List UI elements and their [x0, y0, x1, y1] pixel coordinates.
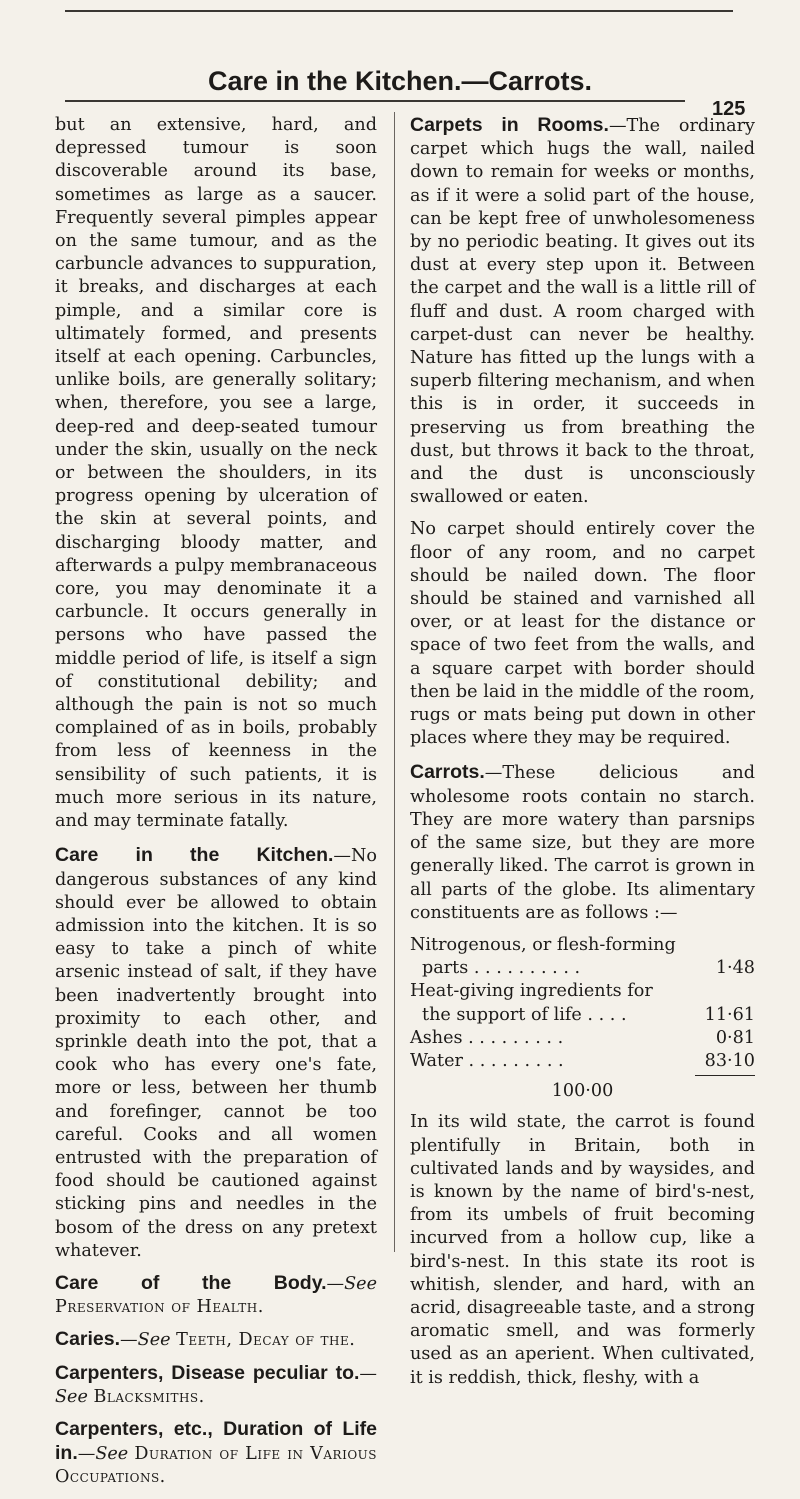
header-rule [65, 100, 685, 102]
entry-dash: — [77, 1444, 96, 1465]
carrots-paragraph-2: In its wild state, the carrot is found plentifully in Britain, both in cultivated lands and by waysides, and is known by the name of bird's-nest, from its umbels of fruit becoming incurved from a hollow cup, like a bird's-nest. In this state its root is whitish, slender, and hard, with an acrid, disagreeable taste, and a strong aromatic smell, and was formerly used as an aperient. When cultivated, it is reddish, thick, fleshy, with a [410, 1112, 755, 1388]
entry-text: —The ordinary carpet which hugs the wall, nailed down to remain for weeks or months, as if it were a solid part of the house, can be kept free of unwholesomeness by no periodic beating. It gives out its dust at every step upon it. Between the carpet and the wall is a little rill of fluff and dust. A room charged with carpet-dust can never be healthy. Nature has fitted up the lungs with a superb filtering mechanism, and when this is in order, it succeeds in preserving us from breathing the dust, but throws it back to the throat, and the dust is unconsciously swallowed or eaten. [410, 116, 755, 508]
cross-reference: Teeth, Decay of the. [176, 1330, 356, 1351]
row-label: Nitrogenous, or flesh-forming [410, 934, 676, 955]
entry-dash: — [326, 1273, 345, 1294]
row-label: Water . . . . . . . . . [410, 1050, 564, 1071]
entry-text: —These delicious and wholesome roots contain no starch. They are more watery than parsnips of the same size, but they are more generally liked. The carrot is grown in all parts of the globe. Its alimentary constituents are as follows :— [410, 763, 755, 923]
entry-heading: Caries. [55, 1328, 121, 1351]
entry-care-in-the-kitchen [55, 844, 377, 1263]
entry-heading: Carpenters, Disease peculiar to. [55, 1361, 360, 1384]
table-row [410, 1050, 755, 1073]
row-label: Ashes . . . . . . . . . [410, 1027, 564, 1048]
carbuncle-paragraph: but an extensive, hard, and depressed tumour is soon discoverable around its base, sometimes as large as a saucer. Frequently several pimples appear on the same tumour, and as the carbuncle advances to suppuration, it breaks, and discharges at each pimple, and a similar core is ultimately formed, and presents itself at each opening. Carbuncles, unlike boils, are generally solitary; when, therefore, you see a large, deep-red and deep-seated tumour under the skin, usually on the neck or between the shoulders, in its progress opening by ulceration of the skin at several points, and discharging bloody matter, and afterwards a pulpy membranaceous core, you may denominate it a carbuncle. It occurs generally in persons who have passed the middle period of life, is itself a sign of constitutional debility; and although the pain is not so much complained of as in boils, probably from less of keenness in the sensibility of such patients, it is much more serious in its nature, and may terminate fatally. [55, 115, 377, 832]
row-label-continued: parts . . . . . . . . . . [422, 958, 581, 979]
page-number: 125 [712, 98, 746, 120]
entry-carpets-in-rooms [410, 114, 755, 509]
column-divider [394, 112, 395, 1252]
running-title: Care in the Kitchen.—Carrots. [207, 66, 593, 96]
entry-heading: Carpenters, etc., Duration of Life in. [55, 1417, 377, 1465]
table-row [410, 1027, 755, 1050]
see-label: See [55, 1386, 88, 1407]
see-label: See [344, 1273, 377, 1294]
table-total: 100·00 [551, 1081, 614, 1102]
row-value: 1·48 [715, 958, 755, 979]
row-value: 11·61 [704, 1004, 755, 1025]
entry-care-of-the-body [55, 1272, 377, 1319]
entry-carpenters-duration [55, 1418, 377, 1490]
row-value: 0·81 [715, 1027, 755, 1048]
row-label-continued: the support of life . . . . [422, 1004, 627, 1025]
entry-caries [55, 1328, 377, 1352]
left-column [55, 114, 377, 1499]
entry-heading: Care in the Kitchen. [55, 844, 334, 867]
entry-carrots [410, 761, 755, 924]
table-row [410, 1004, 755, 1027]
row-value: 83·10 [704, 1050, 755, 1071]
top-rule [65, 10, 733, 12]
table-row [410, 934, 755, 957]
table-row [410, 957, 755, 980]
table-row [410, 980, 755, 1003]
right-column [410, 114, 755, 1401]
sum-rule [695, 1075, 755, 1076]
see-label: See [137, 1330, 171, 1351]
row-label: Heat-giving ingredients for [410, 981, 653, 1002]
cross-reference: Blacksmiths. [93, 1386, 205, 1407]
entry-heading: Care of the Body. [55, 1271, 327, 1294]
entry-heading: Carpets in Rooms. [410, 114, 609, 136]
entry-dash: — [359, 1363, 377, 1384]
carpets-paragraph-2: No carpet should entirely cover the floor of any room, and no carpet should be nailed down. The floor should be stained and varnished all over, or at least for the distance or space of two feet from the walls, and a square carpet with border should then be laid in the middle of the room, rugs or mats being put down in other places where they may be required. [410, 519, 755, 749]
cross-reference: Preservation of Health. [55, 1297, 264, 1318]
cross-reference: Duration of Life in Various Occupations. [55, 1444, 377, 1488]
constituents-table [410, 934, 755, 1103]
entry-heading: Carrots. [410, 761, 485, 784]
entry-text: —No dangerous substances of any kind should ever be allowed to obtain admission into the kitchen. It is so easy to take a pinch of white arsenic instead of salt, if they have been inadvertently brought into proximity to each other, and sprinkle death into the pot, that a cook who has every one's fate, more or less, between her thumb and forefinger, cannot be too careful. Cooks and all women entrusted with the preparation of food should be cautioned against sticking pins and needles in the bosom of the dress on any pretext whatever. [55, 846, 377, 1261]
page-header [0, 0, 800, 118]
entry-carpenters-disease [55, 1362, 377, 1409]
see-label: See [95, 1444, 129, 1465]
entry-dash: — [120, 1330, 138, 1351]
